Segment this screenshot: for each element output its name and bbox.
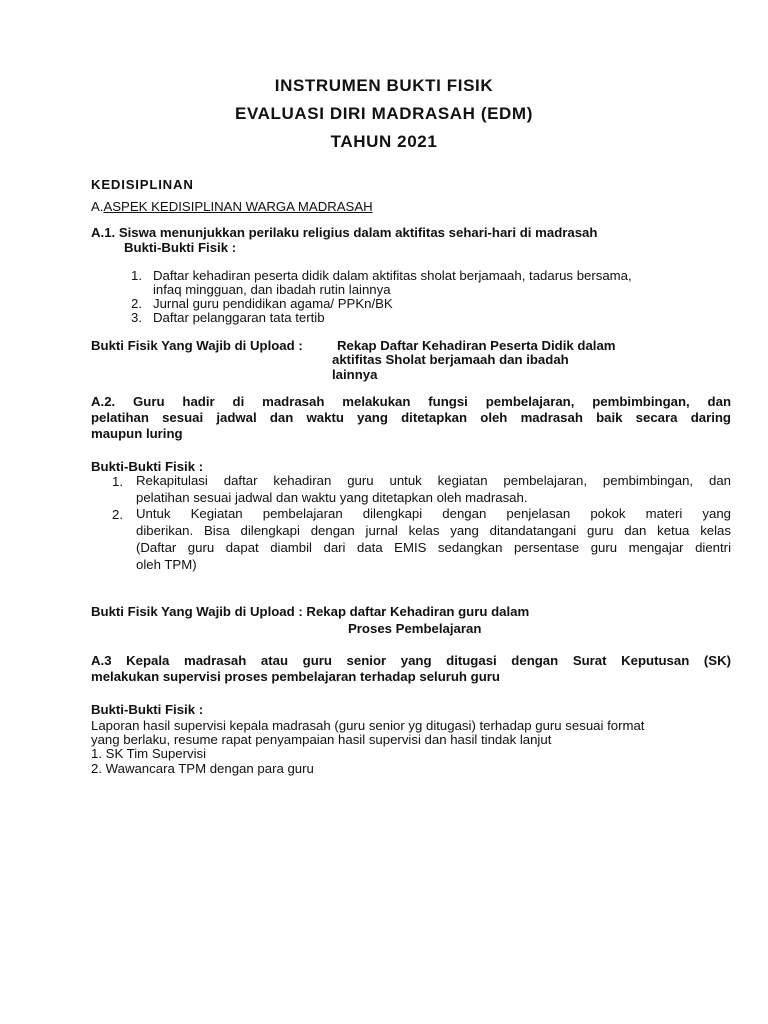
title-line-1: INSTRUMEN BUKTI FISIK: [274, 76, 494, 95]
a2-heading-line1: A.2. Guru hadir di madrasah melakukan fungsi pembelajaran, pembimbingan, dan: [91, 394, 731, 409]
a3-item-2: 2. Wawancara TPM dengan para guru: [91, 761, 314, 776]
a2-item-1-line1: Rekapitulasi daftar kehadiran guru untuk kegiatan pembelajaran, pembimbingan, dan: [136, 473, 731, 488]
a3-bukti-label: Bukti-Bukti Fisik :: [91, 702, 204, 717]
a3-heading-line2: melakukan supervisi proses pembelajaran terhadap seluruh guru: [91, 669, 500, 684]
a1-item-2-num: 2.: [131, 296, 142, 311]
a1-item-2-line1: Jurnal guru pendidikan agama/ PPKn/BK: [153, 296, 393, 311]
a1-bukti-label: Bukti-Bukti Fisik :: [124, 240, 237, 255]
aspect-title: ASPEK KEDISIPLINAN WARGA MADRASAH: [103, 199, 373, 214]
a2-item-2-line1: Untuk Kegiatan pembelajaran dilengkapi dengan penjelasan pokok materi yang: [136, 506, 731, 521]
a1-item-3-line1: Daftar pelanggaran tata tertib: [153, 310, 325, 325]
aspect-heading: [91, 199, 373, 214]
title-line-2: EVALUASI DIRI MADRASAH (EDM): [235, 104, 533, 123]
a2-heading-line2: pelatihan sesuai jadwal dan waktu yang ditetapkan oleh madrasah baik secara daring: [91, 410, 731, 425]
a1-upload-line2: aktifitas Sholat berjamaah dan ibadah: [332, 352, 569, 367]
a2-item-1-num: 1.: [112, 474, 123, 489]
a2-item-2-line4: oleh TPM): [136, 557, 197, 572]
a2-item-2-num: 2.: [112, 507, 123, 522]
aspect-prefix: A.: [91, 199, 104, 214]
a2-heading-line3: maupun luring: [91, 426, 183, 441]
a2-upload-line1: Bukti Fisik Yang Wajib di Upload : Rekap daftar Kehadiran guru dalam: [91, 604, 530, 619]
a2-item-2-line2: diberikan. Bisa dilengkapi dengan jurnal kelas yang ditandatangani guru dan ketua kelas: [136, 523, 731, 538]
a1-item-1-num: 1.: [131, 268, 142, 283]
title-line-3: TAHUN 2021: [330, 132, 438, 151]
a2-item-2-line3: (Daftar guru dapat diambil dari data EMIS sedangkan persentase guru mengajar dientri: [136, 540, 731, 555]
a3-para-line2: yang berlaku, resume rapat penyampaian hasil supervisi dan hasil tindak lanjut: [91, 732, 552, 747]
a2-item-1-line2: pelatihan sesuai jadwal dan waktu yang ditetapkan oleh madrasah.: [136, 490, 528, 505]
a2-upload-line2: Proses Pembelajaran: [348, 621, 482, 636]
a1-item-3-num: 3.: [131, 310, 142, 325]
section-title: KEDISIPLINAN: [91, 177, 194, 192]
a1-item-1-line2: infaq mingguan, dan ibadah rutin lainnya: [153, 282, 391, 297]
a1-item-1-line1: Daftar kehadiran peserta didik dalam aktifitas sholat berjamaah, tadarus bersama,: [153, 268, 632, 283]
a1-heading: A.1. Siswa menunjukkan perilaku religius dalam aktifitas sehari-hari di madrasah: [91, 225, 598, 240]
a1-upload-line3: lainnya: [332, 367, 378, 382]
a1-upload-label: Bukti Fisik Yang Wajib di Upload :: [91, 338, 303, 353]
a2-bukti-label: Bukti-Bukti Fisik :: [91, 459, 204, 474]
a3-item-1: 1. SK Tim Supervisi: [91, 746, 207, 761]
a3-para-line1: Laporan hasil supervisi kepala madrasah (guru senior yg ditugasi) terhadap guru sesuai format: [91, 718, 645, 733]
a1-upload-line1: Rekap Daftar Kehadiran Peserta Didik dalam: [337, 338, 616, 353]
a3-heading-line1: A.3 Kepala madrasah atau guru senior yang ditugasi dengan Surat Keputusan (SK): [91, 653, 731, 668]
